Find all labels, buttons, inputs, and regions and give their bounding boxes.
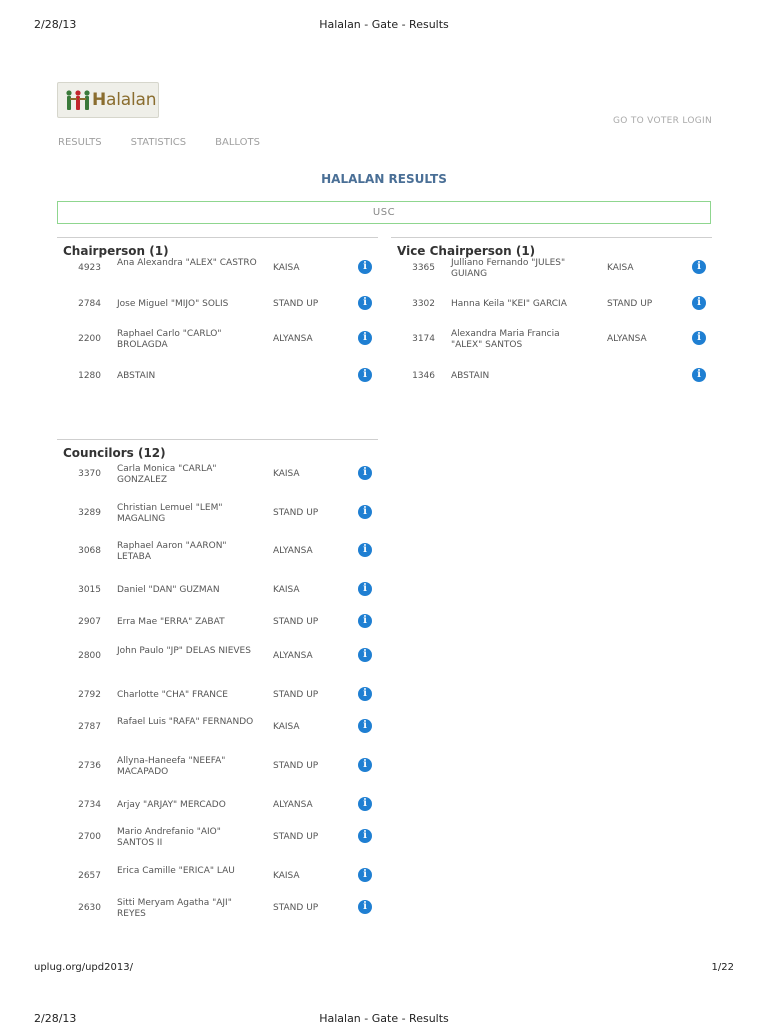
info-icon[interactable]: i [692, 368, 706, 382]
nav-ballots[interactable]: BALLOTS [215, 137, 260, 148]
nav-statistics[interactable]: STATISTICS [130, 137, 187, 148]
vote-count: 4923 [78, 263, 101, 273]
candidate-name: Arjay "ARJAY" MERCADO [117, 800, 226, 810]
vote-count: 2734 [78, 800, 101, 810]
result-row [397, 368, 709, 392]
main-nav [58, 137, 289, 148]
party-name: KAISA [273, 263, 300, 273]
vote-count: 3174 [412, 334, 435, 344]
result-row [63, 900, 375, 924]
party-name: ALYANSA [273, 334, 313, 344]
info-icon[interactable]: i [358, 900, 372, 914]
party-name: STAND UP [273, 832, 319, 842]
vote-count: 2630 [78, 903, 101, 913]
candidate-name: Christian Lemuel "LEM" MAGALING [117, 503, 223, 524]
vote-count: 1346 [412, 371, 435, 381]
result-row [397, 260, 709, 284]
vote-count: 3365 [412, 263, 435, 273]
vote-count: 3302 [412, 299, 435, 309]
party-name: STAND UP [607, 299, 653, 309]
section-title: Vice Chairperson (1) [397, 244, 536, 258]
result-row [63, 687, 375, 711]
result-row [63, 331, 375, 355]
vote-count: 2800 [78, 651, 101, 661]
candidate-name: Alexandra Maria Francia "ALEX" SANTOS [451, 329, 560, 350]
info-icon[interactable]: i [358, 758, 372, 772]
result-row [63, 543, 375, 567]
result-row [63, 648, 375, 672]
candidate-name: Raphael Carlo "CARLO" BROLAGDA [117, 329, 222, 350]
vote-count: 3015 [78, 585, 101, 595]
candidate-name: Mario Andrefanio "AIO" SANTOS II [117, 827, 221, 848]
page-title: HALALAN RESULTS [321, 172, 447, 186]
info-icon[interactable]: i [358, 829, 372, 843]
print-title: Halalan - Gate - Results [319, 18, 449, 31]
candidate-name: Allyna-Haneefa "NEEFA" MACAPADO [117, 756, 226, 777]
party-name: STAND UP [273, 690, 319, 700]
logo-initial: H [92, 90, 107, 110]
party-name: KAISA [273, 871, 300, 881]
party-name: ALYANSA [273, 651, 313, 661]
result-row [63, 505, 375, 529]
vote-count: 2700 [78, 832, 101, 842]
vote-count: 3068 [78, 546, 101, 556]
info-icon[interactable]: i [358, 648, 372, 662]
print-date: 2/28/13 [34, 18, 77, 31]
voter-login-link[interactable]: GO TO VOTER LOGIN [613, 116, 712, 126]
vote-count: 3289 [78, 508, 101, 518]
print-url: uplug.org/upd2013/ [34, 962, 133, 973]
party-name: KAISA [273, 469, 300, 479]
party-name: ALYANSA [273, 800, 313, 810]
info-icon[interactable]: i [358, 260, 372, 274]
candidate-name: Daniel "DAN" GUZMAN [117, 585, 220, 595]
vote-count: 2736 [78, 761, 101, 771]
info-icon[interactable]: i [358, 719, 372, 733]
candidate-name: Raphael Aaron "AARON" LETABA [117, 541, 227, 562]
section-title: Councilors (12) [63, 446, 166, 460]
info-icon[interactable]: i [692, 296, 706, 310]
party-name: ALYANSA [607, 334, 647, 344]
party-name: KAISA [273, 585, 300, 595]
info-icon[interactable]: i [358, 296, 372, 310]
section-chairperson [57, 237, 378, 407]
result-row [63, 614, 375, 638]
info-icon[interactable]: i [358, 543, 372, 557]
print-title: Halalan - Gate - Results [319, 1012, 449, 1024]
info-icon[interactable]: i [358, 614, 372, 628]
section-councilors [57, 439, 378, 939]
candidate-name: Hanna Keila "KEI" GARCIA [451, 299, 567, 309]
print-date: 2/28/13 [34, 1012, 77, 1024]
party-name: STAND UP [273, 508, 319, 518]
candidate-name: Ana Alexandra "ALEX" CASTRO [117, 258, 257, 268]
result-row [63, 260, 375, 284]
info-icon[interactable]: i [692, 260, 706, 274]
candidate-name: Julliano Fernando "JULES" GUIANG [451, 258, 566, 279]
party-name: KAISA [273, 722, 300, 732]
info-icon[interactable]: i [358, 582, 372, 596]
info-icon[interactable]: i [692, 331, 706, 345]
vote-count: 2200 [78, 334, 101, 344]
vote-count: 3370 [78, 469, 101, 479]
result-row [63, 719, 375, 743]
unit-selector[interactable]: USC [57, 201, 711, 224]
candidate-name: ABSTAIN [117, 371, 156, 381]
party-name: STAND UP [273, 761, 319, 771]
info-icon[interactable]: i [358, 505, 372, 519]
vote-count: 1280 [78, 371, 101, 381]
candidate-name: ABSTAIN [451, 371, 490, 381]
result-row [63, 296, 375, 320]
logo-rest: alalan [106, 90, 157, 110]
info-icon[interactable]: i [358, 368, 372, 382]
nav-results[interactable]: RESULTS [58, 137, 102, 148]
candidate-name: Carla Monica "CARLA" GONZALEZ [117, 464, 217, 485]
vote-count: 2787 [78, 722, 101, 732]
info-icon[interactable]: i [358, 868, 372, 882]
party-name: STAND UP [273, 617, 319, 627]
vote-count: 2657 [78, 871, 101, 881]
party-name: STAND UP [273, 903, 319, 913]
result-row [397, 296, 709, 320]
people-icon [65, 89, 91, 111]
result-row [63, 368, 375, 392]
result-row [63, 582, 375, 606]
candidate-name: Rafael Luis "RAFA" FERNANDO [117, 717, 254, 727]
print-page-number: 1/22 [711, 962, 734, 973]
candidate-name: Erra Mae "ERRA" ZABAT [117, 617, 225, 627]
result-row [63, 758, 375, 782]
print-header [34, 18, 734, 32]
party-name: ALYANSA [273, 546, 313, 556]
info-icon[interactable]: i [358, 466, 372, 480]
result-row [63, 829, 375, 853]
candidate-name: Jose Miguel "MIJO" SOLIS [117, 299, 229, 309]
result-row [63, 797, 375, 821]
candidate-name: John Paulo "JP" DELAS NIEVES [117, 646, 251, 656]
vote-count: 2792 [78, 690, 101, 700]
candidate-name: Sitti Meryam Agatha "AJI" REYES [117, 898, 232, 919]
vote-count: 2907 [78, 617, 101, 627]
result-row [63, 466, 375, 490]
logo-text [92, 90, 156, 110]
party-name: KAISA [607, 263, 634, 273]
candidate-name: Charlotte "CHA" FRANCE [117, 690, 228, 700]
section-title: Chairperson (1) [63, 244, 169, 258]
result-row [63, 868, 375, 892]
section-vice-chairperson [391, 237, 712, 407]
candidate-name: Erica Camille "ERICA" LAU [117, 866, 235, 876]
result-row [397, 331, 709, 355]
party-name: STAND UP [273, 299, 319, 309]
info-icon[interactable]: i [358, 331, 372, 345]
halalan-logo[interactable] [57, 82, 159, 118]
print-footer [34, 962, 734, 976]
info-icon[interactable]: i [358, 687, 372, 701]
print-header-next-page [34, 1012, 734, 1024]
vote-count: 2784 [78, 299, 101, 309]
info-icon[interactable]: i [358, 797, 372, 811]
